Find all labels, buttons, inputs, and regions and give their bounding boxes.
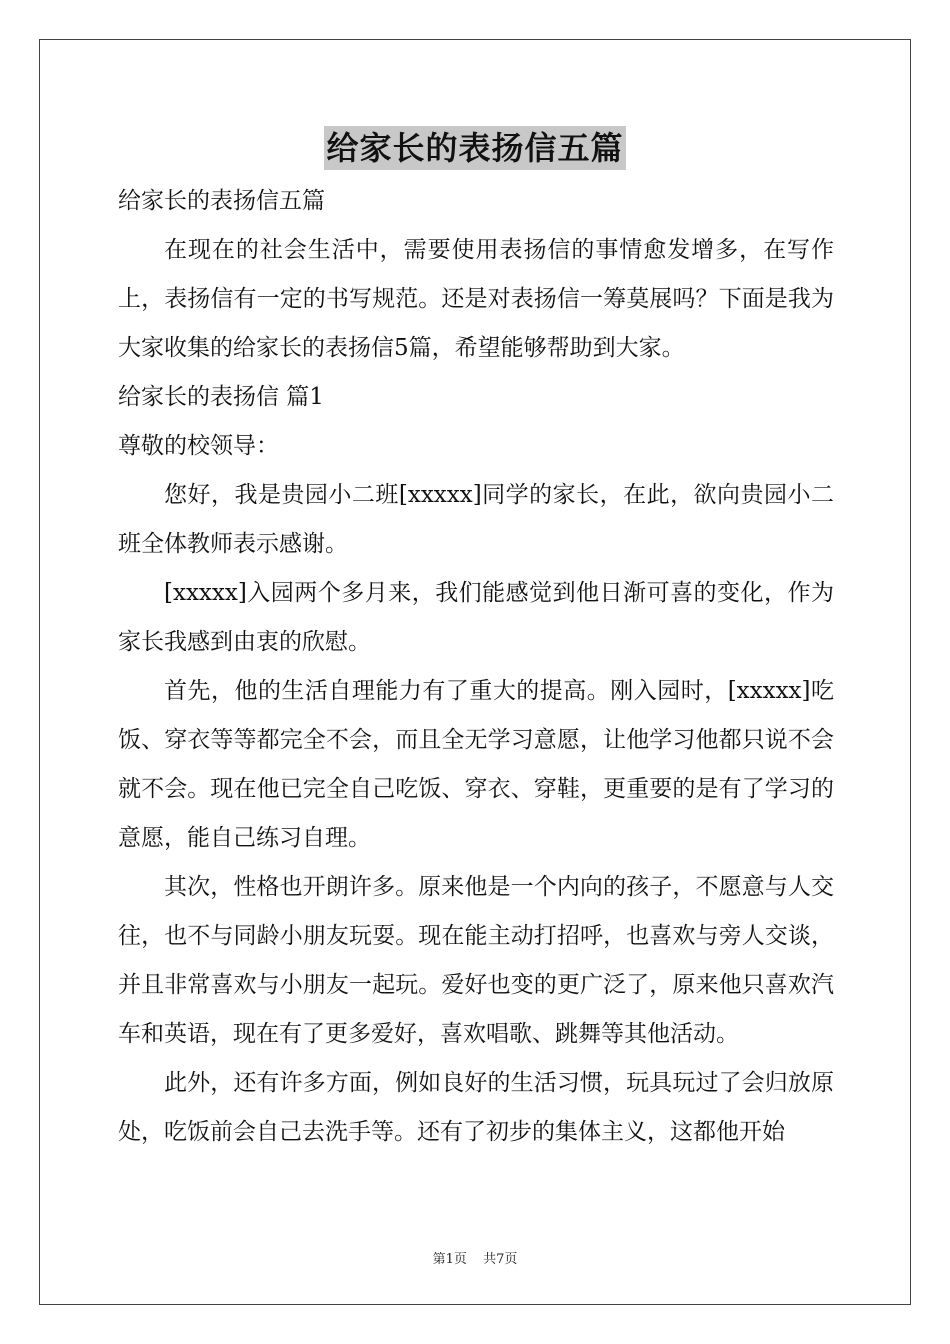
document-title: 给家长的表扬信五篇 <box>324 126 625 170</box>
title-container <box>0 126 950 170</box>
body-paragraph: 此外，还有许多方面，例如良好的生活习惯，玩具玩过了会归放原处，吃饭前会自己去洗手等。还有了初步的集体主义，这都他开始 <box>118 1070 834 1145</box>
page-footer <box>0 1248 950 1267</box>
body-paragraph: 首先，他的生活自理能力有了重大的提高。刚入园时，[xxxxx]吃饭、穿衣等等都完全不会，而且全无学习意愿，让他学习他都只说不会就不会。现在他已完全自己吃饭、穿衣、穿鞋，更重要的是有了学习的意愿，能自己练习自理。 <box>118 678 834 851</box>
section-heading: 给家长的表扬信 篇1 <box>118 384 324 410</box>
document-body <box>118 177 834 1157</box>
body-paragraph: 其次，性格也开朗许多。原来他是一个内向的孩子，不愿意与人交往，也不与同龄小朋友玩耍。现在能主动打招呼，也喜欢与旁人交谈，并且非常喜欢与小朋友一起玩。爱好也变的更广泛了，原来他只喜欢汽车和英语，现在有了更多爱好，喜欢唱歌、跳舞等其他活动。 <box>118 874 834 1047</box>
body-paragraph: 您好，我是贵园小二班[xxxxx]同学的家长，在此，欲向贵园小二班全体教师表示感谢。 <box>118 482 834 557</box>
page-number: 第1页 <box>432 1252 467 1267</box>
page-total: 共7页 <box>483 1252 518 1267</box>
body-paragraph: [xxxxx]入园两个多月来，我们能感觉到他日渐可喜的变化，作为家长我感到由衷的欣慰。 <box>118 580 834 655</box>
subtitle-line: 给家长的表扬信五篇 <box>118 188 325 214</box>
salutation: 尊敬的校领导： <box>118 433 279 459</box>
intro-paragraph: 在现在的社会生活中，需要使用表扬信的事情愈发增多，在写作上，表扬信有一定的书写规范。还是对表扬信一筹莫展吗？下面是我为大家收集的给家长的表扬信5篇，希望能够帮助到大家。 <box>118 237 834 361</box>
